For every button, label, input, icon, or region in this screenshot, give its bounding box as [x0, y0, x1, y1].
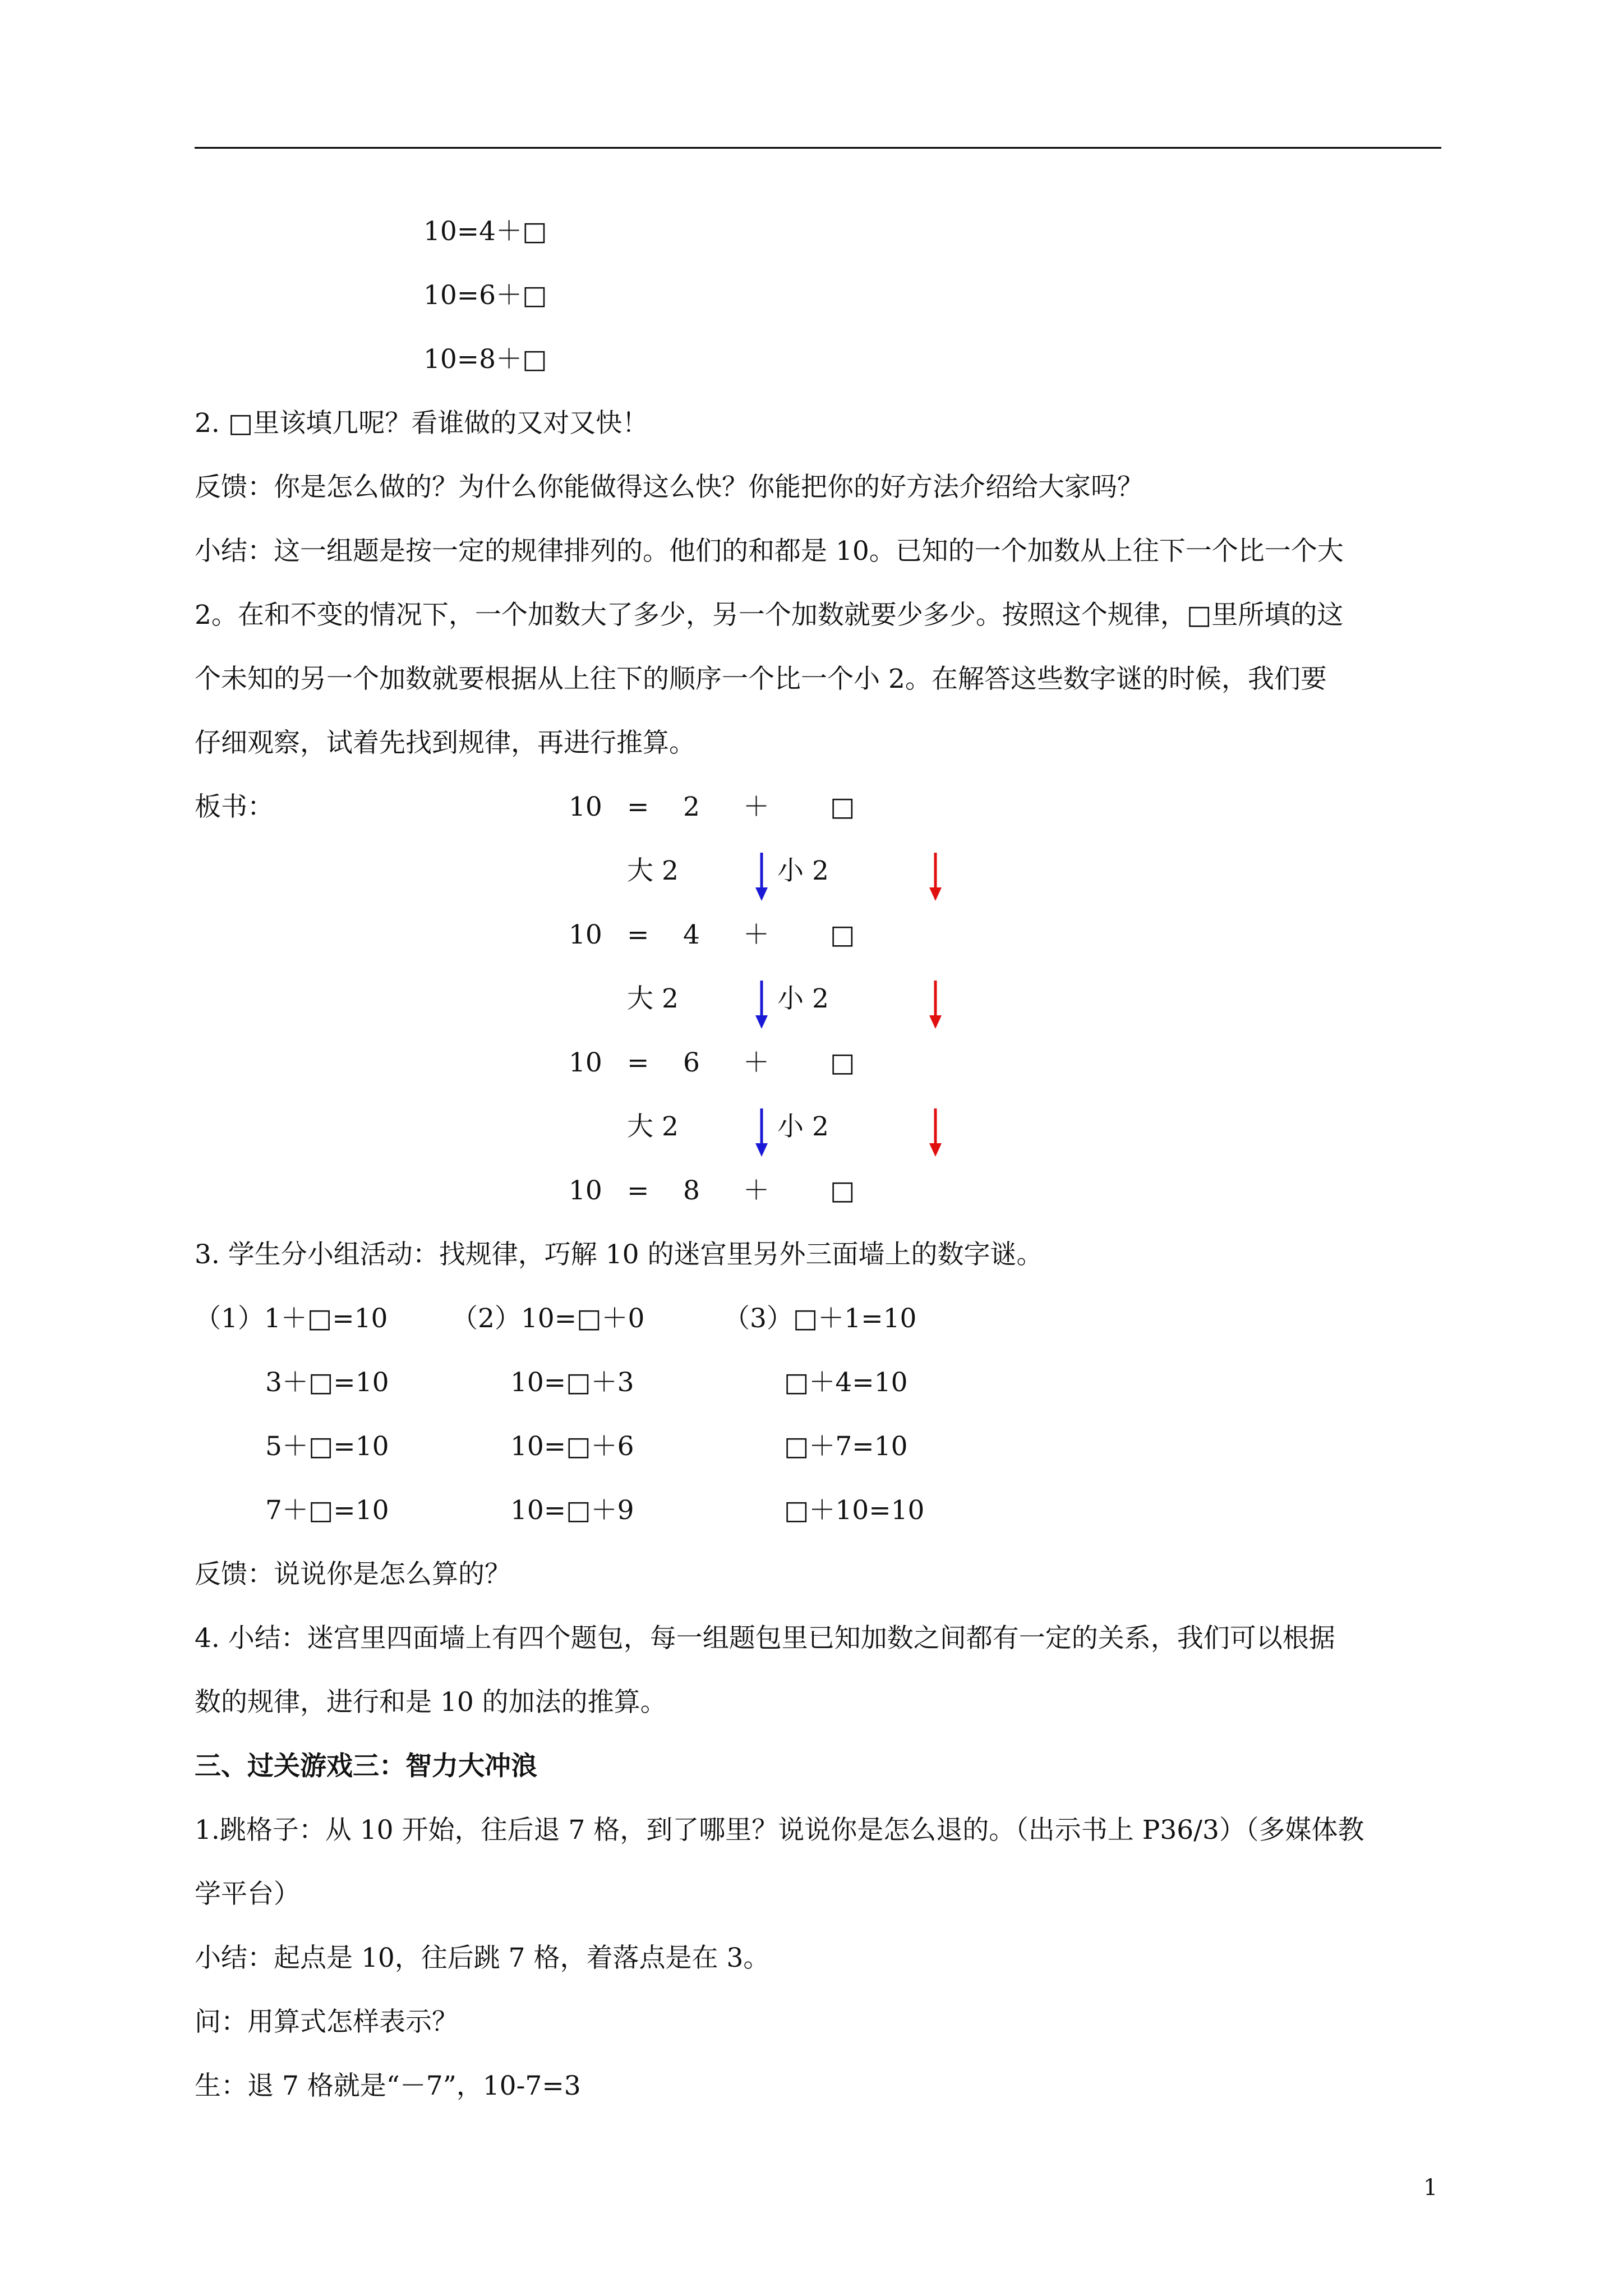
exercise-2: 10=□＋6	[510, 1431, 634, 1462]
board-plus: ＋	[743, 1175, 769, 1206]
equation-line: 10=4＋□	[423, 216, 547, 247]
board-addend: 4	[683, 919, 700, 950]
board-addend: 2	[683, 792, 700, 822]
question-3-feedback: 反馈：说说你是怎么算的？	[195, 1559, 511, 1590]
board-plus: ＋	[743, 1047, 769, 1078]
exercise-1: 7＋□=10	[265, 1495, 389, 1526]
exercise-2: 10=□＋3	[510, 1367, 634, 1398]
board-addend: 8	[683, 1175, 700, 1206]
blue-down-arrow	[755, 852, 768, 902]
exercise-1: （1）1＋□=10	[195, 1303, 388, 1334]
exercise-3: （3）□＋1=10	[723, 1303, 917, 1334]
board-big-label: 大 2	[627, 1111, 679, 1142]
board-small-label: 小 2	[777, 1111, 829, 1142]
exercise-1: 5＋□=10	[265, 1431, 389, 1462]
equation-line: 10=6＋□	[423, 280, 547, 311]
board-label: 板书：	[195, 792, 274, 822]
board-equals: =	[627, 1175, 649, 1206]
question-4-line: 4. 小结：迷宫里四面墙上有四个题包，每一组题包里已知加数之间都有一定的关系，我们可以根据	[195, 1623, 1335, 1654]
question-4-line: 数的规律，进行和是 10 的加法的推算。	[195, 1687, 667, 1718]
board-box: □	[830, 919, 855, 950]
summary-line: 个未知的另一个加数就要根据从上往下的顺序一个比一个小 2。在解答这些数字谜的时候，我们要	[195, 664, 1327, 694]
exercise-3: □＋4=10	[784, 1367, 908, 1398]
game-1-line: 学平台）	[195, 1879, 300, 1910]
board-addend: 6	[683, 1047, 700, 1078]
exercise-3: □＋10=10	[784, 1495, 925, 1526]
game-1-answer: 生：退 7 格就是“－7”，10-7=3	[195, 2070, 581, 2101]
board-big-label: 大 2	[627, 855, 679, 886]
board-equals: =	[627, 1047, 649, 1078]
board-box: □	[830, 1175, 855, 1206]
board-equals: =	[627, 919, 649, 950]
game-1-question: 问：用算式怎样表示？	[195, 2007, 458, 2037]
summary-line: 2。在和不变的情况下，一个加数大了多少，另一个加数就要少多少。按照这个规律，□里所填的这	[195, 600, 1344, 631]
board-box: □	[830, 792, 855, 822]
red-down-arrow	[929, 1107, 942, 1158]
question-2-title: 2. □里该填几呢？看谁做的又对又快！	[195, 408, 649, 439]
board-box: □	[830, 1047, 855, 1078]
board-plus: ＋	[743, 919, 769, 950]
equation-line: 10=8＋□	[423, 344, 547, 375]
header-rule	[195, 147, 1441, 149]
question-2-feedback: 反馈：你是怎么做的？为什么你能做得这么快？你能把你的好方法介绍给大家吗？	[195, 472, 1144, 503]
section-heading: 三、过关游戏三：智力大冲浪	[195, 1751, 537, 1782]
question-3-title: 3. 学生分小组活动：找规律，巧解 10 的迷宫里另外三面墙上的数字谜。	[195, 1239, 1043, 1270]
game-1-line: 1.跳格子：从 10 开始，往后退 7 格，到了哪里？说说你是怎么退的。（出示书上 P36/3）（多媒体教	[195, 1815, 1364, 1846]
board-small-label: 小 2	[777, 983, 829, 1014]
board-sum: 10	[569, 792, 602, 822]
red-down-arrow	[929, 979, 942, 1030]
exercise-2: （2）10=□＋0	[451, 1303, 645, 1334]
board-sum: 10	[569, 1047, 602, 1078]
board-plus: ＋	[743, 792, 769, 822]
board-sum: 10	[569, 1175, 602, 1206]
summary-line: 仔细观察，试着先找到规律，再进行推算。	[195, 728, 695, 758]
board-big-label: 大 2	[627, 983, 679, 1014]
board-equals: =	[627, 792, 649, 822]
exercise-1: 3＋□=10	[265, 1367, 389, 1398]
board-sum: 10	[569, 919, 602, 950]
blue-down-arrow	[755, 1107, 768, 1158]
summary-line: 小结：这一组题是按一定的规律排列的。他们的和都是 10。已知的一个加数从上往下一个比一个大	[195, 536, 1344, 567]
exercise-2: 10=□＋9	[510, 1495, 634, 1526]
page-number: 1	[1423, 2175, 1438, 2201]
red-down-arrow	[929, 852, 942, 902]
blue-down-arrow	[755, 979, 768, 1030]
exercise-3: □＋7=10	[784, 1431, 908, 1462]
game-1-summary: 小结：起点是 10，往后跳 7 格，着落点是在 3。	[195, 1943, 770, 1973]
board-small-label: 小 2	[777, 855, 829, 886]
